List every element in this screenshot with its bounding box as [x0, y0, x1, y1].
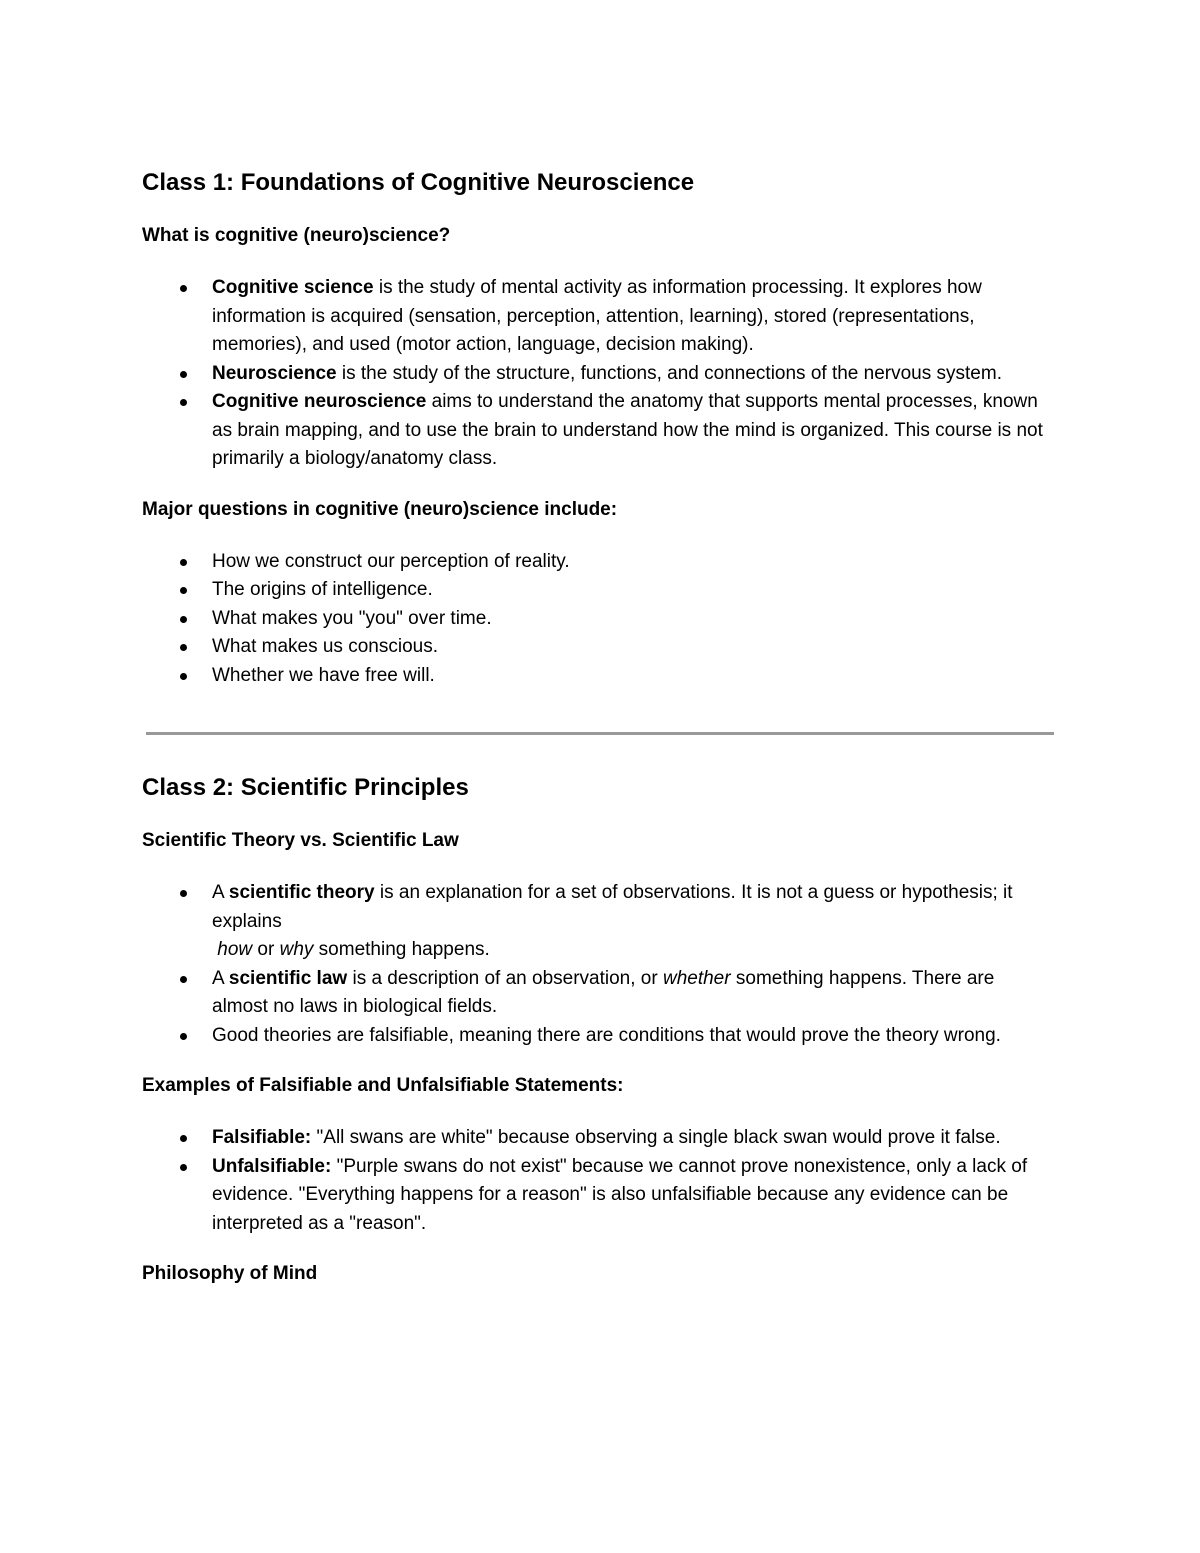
term-scientific-law: scientific law [228, 967, 348, 989]
major-questions-heading: Major questions in cognitive (neuro)science include: [142, 498, 618, 520]
question-text: Whether we have free will. [212, 664, 435, 686]
term-falsifiable: Falsifiable: [212, 1127, 312, 1148]
list-item [142, 1124, 1054, 1153]
list-item [142, 1022, 1054, 1051]
definition-text: is the study of mental activity as information processing. It explores how information is acquired (sensation, perception, attention, learning), stored (representations, memories), and used (motor action, language, decision making). [212, 277, 982, 355]
bullet-icon [180, 399, 187, 406]
bullet-icon [180, 559, 187, 566]
class2-title: Class 2: Scientific Principles [142, 774, 469, 801]
bullet-icon [180, 587, 187, 594]
definition-text: is the study of the structure, functions, and connections of the nervous system. [336, 362, 1002, 384]
list-item [142, 274, 1054, 360]
definition-text: aims to understand the anatomy that supports mental processes, known as brain mapping, and to use the brain to understand how the mind is organized. This course is not primarily a biology/anatomy class. [212, 391, 1043, 469]
bullet-icon [180, 1164, 187, 1171]
horizontal-rule [146, 732, 1054, 735]
list-item [142, 662, 1054, 691]
class1-question-heading: What is cognitive (neuro)science? [142, 225, 451, 246]
list-item [142, 548, 1054, 577]
bullet-icon [180, 644, 187, 651]
question-text: What makes you "you" over time. [212, 607, 492, 629]
text-fragment: A [212, 882, 229, 903]
major-questions-list [142, 548, 1054, 691]
bullet-icon [180, 1135, 187, 1142]
emphasis-why: why [279, 939, 314, 960]
theory-law-list [142, 879, 1054, 1050]
philosophy-heading: Philosophy of Mind [142, 1263, 318, 1284]
list-item [142, 633, 1054, 662]
list-item [142, 605, 1054, 634]
bullet-icon [180, 976, 187, 983]
list-item [142, 388, 1054, 474]
question-text: What makes us conscious. [212, 636, 438, 657]
definition-text: is a description of an observation, or [347, 967, 663, 989]
list-item [142, 576, 1054, 605]
example-text: "All swans are white" because observing a single black swan would prove it false. [311, 1127, 1001, 1148]
list-item [142, 360, 1054, 389]
emphasis-how: how [217, 939, 253, 960]
text-fragment: something happens. [313, 939, 490, 960]
bullet-icon [180, 616, 187, 623]
question-text: The origins of intelligence. [212, 579, 433, 600]
definitions-list [142, 274, 1054, 474]
document-content [142, 166, 1054, 1288]
bullet-icon [180, 371, 187, 378]
term-scientific-theory: scientific theory [228, 882, 375, 903]
term-neuroscience: Neuroscience [212, 362, 337, 384]
falsifiable-note: Good theories are falsifiable, meaning there are conditions that would prove the theory wrong. [212, 1024, 1001, 1046]
bullet-icon [180, 673, 187, 680]
list-item [142, 965, 1054, 1022]
question-text: How we construct our perception of reality. [212, 550, 570, 572]
term-unfalsifiable: Unfalsifiable: [212, 1155, 332, 1177]
bullet-icon [180, 890, 187, 897]
examples-list [142, 1124, 1054, 1238]
text-fragment: A [212, 967, 229, 989]
emphasis-whether: whether [662, 967, 731, 989]
text-fragment: something happens. There are almost no laws in biological fields. [212, 967, 995, 1017]
term-cognitive-neuroscience: Cognitive neuroscience [212, 391, 427, 412]
term-cognitive-science: Cognitive science [212, 277, 374, 298]
bullet-icon [180, 285, 187, 292]
definition-text: is an explanation for a set of observations. It is not a guess or hypothesis; it explains [212, 882, 1013, 932]
class1-title: Class 1: Foundations of Cognitive Neuroscience [142, 169, 695, 196]
text-fragment: or [252, 939, 280, 960]
examples-heading: Examples of Falsifiable and Unfalsifiable Statements: [142, 1075, 624, 1096]
list-item [142, 879, 1054, 965]
bullet-icon [180, 1033, 187, 1040]
list-item [142, 1153, 1054, 1239]
theory-vs-law-heading: Scientific Theory vs. Scientific Law [142, 830, 459, 851]
example-text: "Purple swans do not exist" because we cannot prove nonexistence, only a lack of evidence. "Everything happens for a reason" is also unfalsifiable because any evidence can be interpreted as a "reason". [212, 1155, 1028, 1234]
